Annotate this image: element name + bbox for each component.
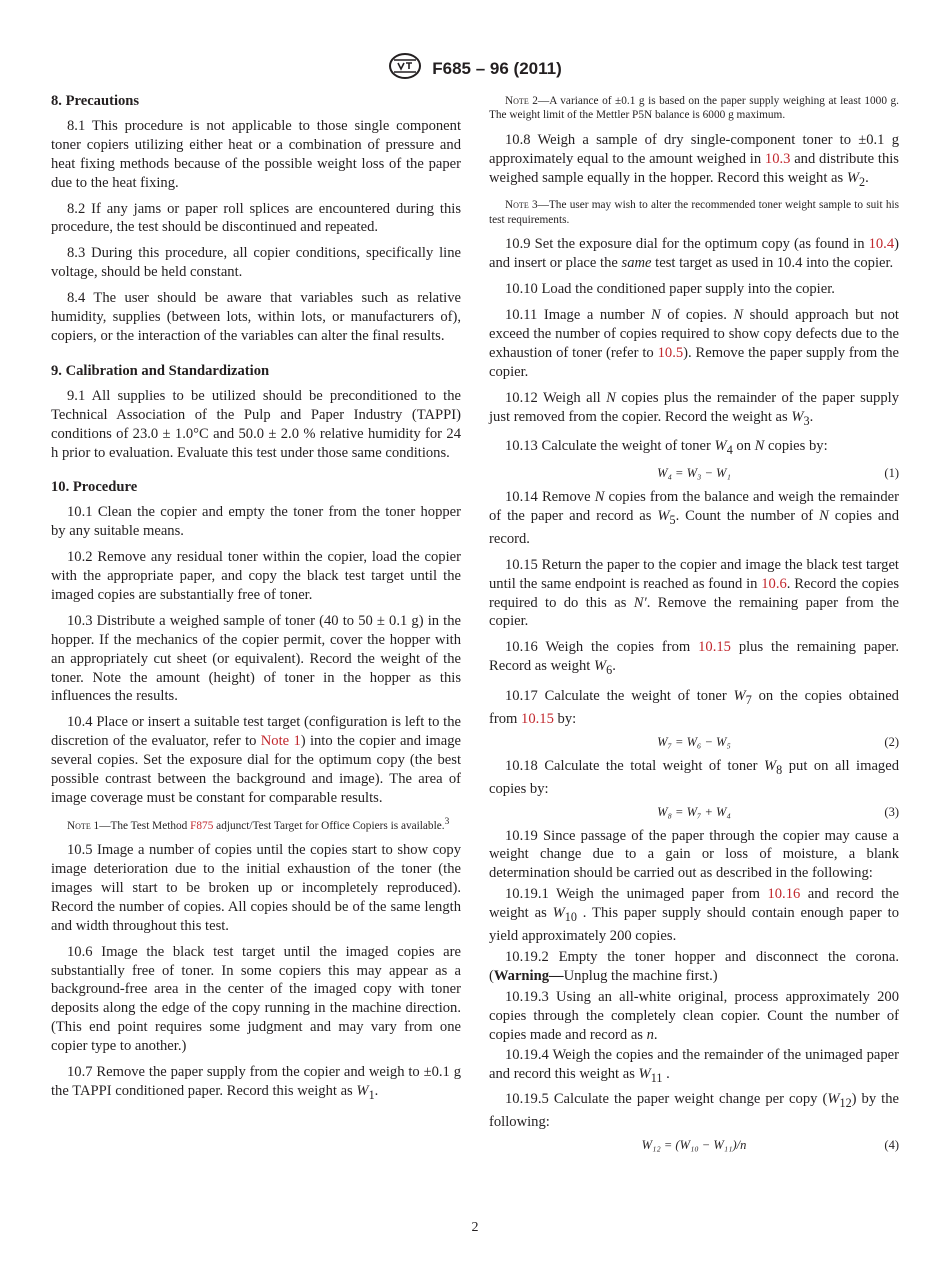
para-10-18: 10.18 Calculate the total weight of toner $W_8$ put on all imaged copies by: xyxy=(489,757,899,797)
para-10-5: 10.5 Image a number of copies until the copies start to show copy image deterioration due to the initial exhaustion of the toner (the images will start to be broken up or incompletely reproduced). Record the number of copies. All copies should be of the same length and width throughout this test. xyxy=(51,842,461,934)
page-header xyxy=(0,52,950,85)
para-10-19-3: 10.19.3 Using an all-white original, process approximately 200 copies through the completely clean copier. Count the number of copies made and record as n. xyxy=(489,988,899,1043)
para-10-19-5: 10.19.5 Calculate the paper weight change per copy $(W_{12})$ by the following: xyxy=(489,1091,899,1130)
para-10-19-4: 10.19.4 Weigh the copies and the remainder of the unimaged paper and record this weight as $W_{11}$ . xyxy=(489,1047,899,1086)
link-10-16[interactable]: 10.16 xyxy=(767,886,801,903)
link-10-3[interactable]: 10.3 xyxy=(764,150,791,167)
para-10-9: 10.9 Set the exposure dial for the optimum copy (as found in 10.4) and insert or place the same test target as used in 10.4 into the copier. xyxy=(489,236,899,272)
note-3: Note 3—The user may wish to alter the recommended toner weight sample to suit his test requirements. xyxy=(489,199,899,226)
para-10-2: 10.2 Remove any residual toner within the copier, load the copier with the appropriate paper, and copy the black test target until the imaged copies are substantially free of toner. xyxy=(51,549,461,603)
para-10-15: 10.15 Return the paper to the copier and image the black test target until the same endpoint is reached as found in 10.6. Record the copies required to do this as N′. Remove the remaining paper from the copier. xyxy=(489,556,899,630)
note-2: Note 2—A variance of ±0.1 g is based on the paper supply weighing at least 1000 g. The weight limit of the Mettler P5N balance is 6000 g maximum. xyxy=(489,95,899,122)
section-9-title: 9. Calibration and Standardization xyxy=(51,362,270,379)
para-10-8: 10.8 Weigh a sample of dry single-component toner to ±0.1 g approximately equal to the amount weighed in 10.3 and distribute this weighed sample equally in the hopper. Record this weight as $W_2$. xyxy=(489,131,899,189)
para-10-19-1: 10.19.1 Weigh the unimaged paper from 10.16 and record the weight as $W_{10}$ . This paper supply should contain enough paper to yield approximately 200 copies. xyxy=(489,886,899,944)
equation-4: W₁₂ = (W₁₀ − W₁₁)/n (4) xyxy=(641,1137,899,1152)
astm-logo-icon xyxy=(388,52,422,85)
section-8-title: 8. Precautions xyxy=(51,93,140,109)
para-8-1: 8.1 This procedure is not applicable to those single component toner copiers utilizing either heat or a combination of pressure and heat fixing methods because of the possible weight loss of the paper due to the heat fixing. xyxy=(51,117,461,191)
link-10-4[interactable]: 10.4 xyxy=(868,236,895,253)
para-10-4: 10.4 Place or insert a suitable test target (configuration is left to the discretion of the evaluator, refer to Note 1) into the copier and image several copies. Set the exposure dial for the optimum copy (the best possible contrast between the background and image). The area of image coverage must be constant for comparable results. xyxy=(51,714,461,806)
left-column xyxy=(51,92,461,1112)
para-10-7: 10.7 Remove the paper supply from the copier and weigh to ±0.1 g the TAPPI conditioned paper. Record this weight as $W_1$. xyxy=(51,1064,461,1102)
equation-3: W₈ = W₇ + W₄ (3) xyxy=(657,804,899,819)
equation-1: W₄ = W₃ − W₁ (1) xyxy=(657,466,899,481)
para-9-1: 9.1 All supplies to be utilized should be preconditioned to the Technical Association of the Pulp and Paper Industry (TAPPI) conditions of 23.0 ± 1.0°C and 50.0 ± 2.0 % relative humidity for 24 h prior to evaluation. Evaluate this test under those same conditions. xyxy=(51,387,461,461)
right-column xyxy=(489,92,899,1160)
para-10-13: 10.13 Calculate the weight of toner $W_4$ on N copies by: xyxy=(505,438,828,458)
para-8-3: 8.3 During this procedure, all copier conditions, specifically line voltage, should be held constant. xyxy=(51,245,461,281)
para-8-2: 8.2 If any jams or paper roll splices are encountered during this procedure, the test should be discontinued and repeated. xyxy=(51,200,461,236)
para-10-6: 10.6 Image the black test target until the imaged copies are substantially free of toner. In some copiers this may appear as a background-free area in the center of the imaged copy with toner deposits along the edge of the copy running in the machine direction. (This end point requires some judgment and may vary from one copier type to another.) xyxy=(51,943,461,1055)
link-10-15-b[interactable]: 10.15 xyxy=(521,710,554,727)
standard-designation: F685 – 96 (2011) xyxy=(432,58,562,78)
link-note-1[interactable]: Note 1 xyxy=(260,733,301,750)
link-10-6[interactable]: 10.6 xyxy=(761,575,787,592)
para-8-4: 8.4 The user should be aware that variables such as relative humidity, supplies (between lots, within lots, or manufacturers of), copiers, or the interaction of the variables can alter the final results. xyxy=(51,290,461,344)
link-10-5[interactable]: 10.5 xyxy=(657,344,684,361)
para-10-10: 10.10 Load the conditioned paper supply into the copier. xyxy=(505,281,835,298)
para-10-17: 10.17 Calculate the weight of toner $W_7$ on the copies obtained from 10.15 by: xyxy=(489,688,899,727)
para-10-19-2: 10.19.2 Empty the toner hopper and disconnect the corona. (Warning—Unplug the machine first.) xyxy=(489,948,899,984)
para-10-16: 10.16 Weigh the copies from 10.15 plus the remaining paper. Record as weight $W_6$. xyxy=(489,639,900,678)
para-10-1: 10.1 Clean the copier and empty the toner from the toner hopper by any suitable means. xyxy=(51,504,461,540)
para-10-19: 10.19 Since passage of the paper through the copier may cause a weight change due to a gain or loss of moisture, a blank determination should be carried out as described in the following: xyxy=(489,827,899,882)
page-number: 2 xyxy=(471,1220,479,1235)
para-10-12: 10.12 Weigh all N copies plus the remainder of the paper supply just removed from the copier. Record the weight as $W_3$. xyxy=(489,389,899,428)
link-10-15[interactable]: 10.15 xyxy=(698,639,731,656)
para-10-3: 10.3 Distribute a weighed sample of toner (40 to 50 ± 0.1 g) in the hopper. If the mechanics of the copier permit, cover the hopper with an appropriately cut sheet (or equivalent). Record the weight of the toner. Note the amount (height) of toner in the hopper as this influences the results. xyxy=(51,612,461,705)
section-10-title: 10. Procedure xyxy=(51,479,138,496)
para-10-14: 10.14 Remove N copies from the balance and weigh the remainder of the paper and record as $W_5$. Count the number of N copies and record. xyxy=(489,489,900,547)
link-f875[interactable]: F875 xyxy=(190,819,214,832)
note-1: Note 1—The Test Method F875 adjunct/Test Target for Office Copiers is available.$^3$ xyxy=(67,816,450,832)
para-10-11: 10.11 Image a number N of copies. N should approach but not exceed the number of copies required to show copy defects due to the exhaustion of toner (refer to 10.5). Remove the paper supply from the copier. xyxy=(489,306,900,380)
equation-2: W₇ = W₆ − W₅ (2) xyxy=(657,734,899,749)
